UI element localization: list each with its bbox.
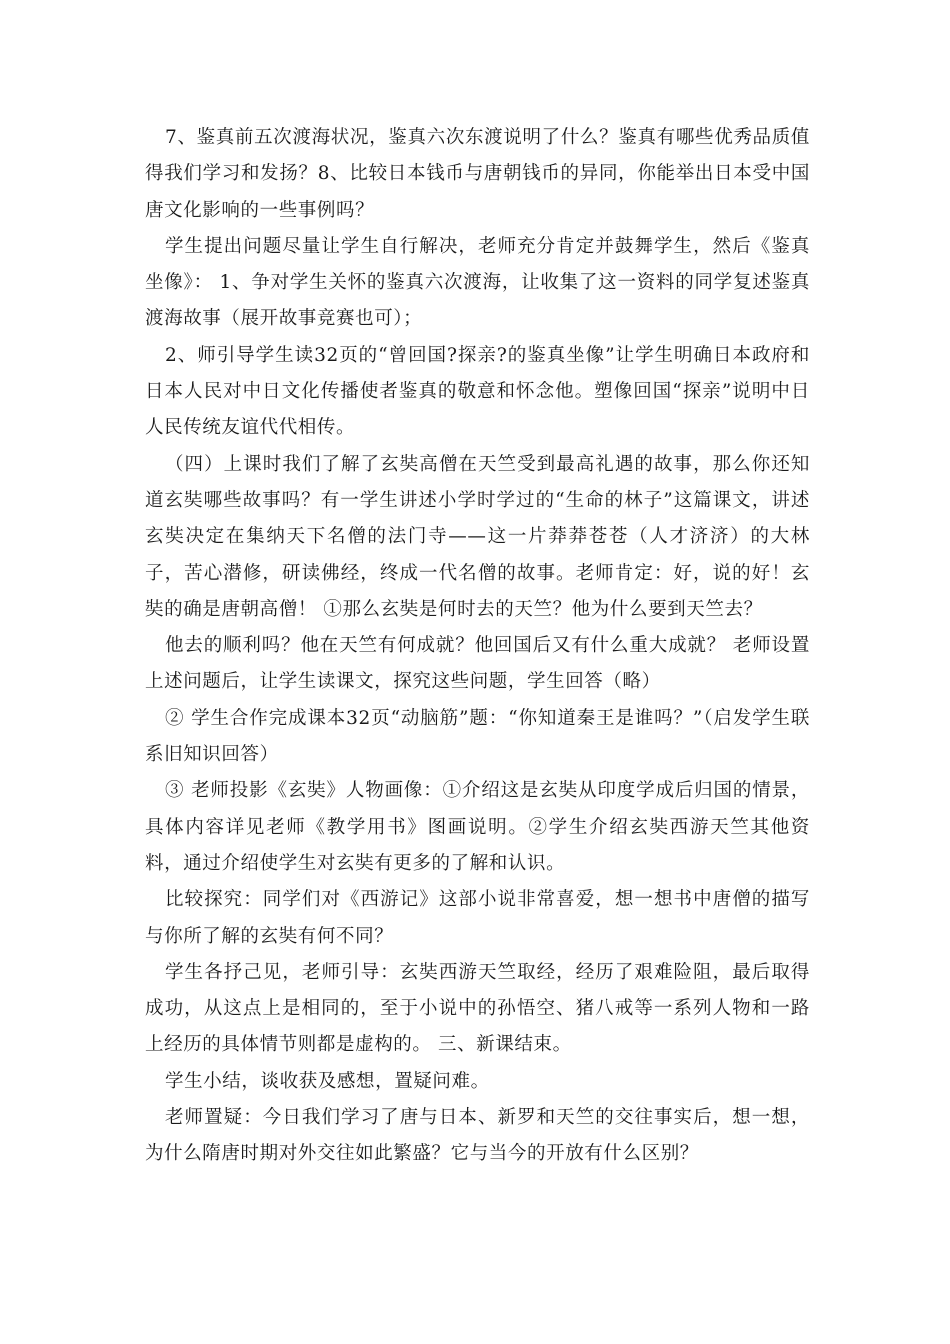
- paragraph-7: ③ 老师投影《玄奘》人物画像：①介绍这是玄奘从印度学成后归国的情景，具体内容详见老师《教学用书》图画说明。②学生介绍玄奘西游天竺其他资料，通过介绍使学生对玄奘有更多的了解和认识。: [145, 780, 810, 874]
- paragraph-9: 学生各抒己见，老师引导：玄奘西游天竺取经，经历了艰难险阻，最后取得成功，从这点上是相同的，至于小说中的孙悟空、猪八戒等一系列人物和一路上经历的具体情节则都是虚构的。 三、新课结束。: [145, 961, 810, 1056]
- paragraph-11: 老师置疑：今日我们学习了唐与日本、新罗和天竺的交往事实后，想一想，为什么隋唐时期对外交往如此繁盛？它与当今的开放有什么区别？: [145, 1107, 810, 1165]
- paragraph-6: ② 学生合作完成课本32页“动脑筋”题：“你知道秦王是谁吗？”（启发学生联系旧知识回答）: [145, 707, 810, 766]
- paragraph-10: 学生小结，谈收获及感想，置疑问难。: [165, 1070, 490, 1092]
- paragraph-5: 他去的顺利吗？他在天竺有何成就？他回国后又有什么重大成就？ 老师设置上述问题后，让学生读课文，探究这些问题，学生回答（略）: [145, 635, 810, 693]
- document-page: [145, 120, 810, 1173]
- paragraph-4: （四）上课时我们了解了玄奘高僧在天竺受到最高礼遇的故事，那么你还知道玄奘哪些故事吗？有一学生讲述小学时学过的“生命的林子”这篇课文，讲述玄奘决定在集纳天下名僧的法门寺——这一片莽莽苍苍（人才济济）的大林子，苦心潜修，研读佛经，终成一代名僧的故事。老师肯定：好，说的好！玄奘的确是唐朝高僧！ ①那么玄奘是何时去的天竺？他为什么要到天竺去？: [145, 453, 810, 620]
- paragraph-1: 7、鉴真前五次渡海状况，鉴真六次东渡说明了什么？鉴真有哪些优秀品质值得我们学习和发扬？8、比较日本钱币与唐朝钱币的异同，你能举出日本受中国唐文化影响的一些事例吗？: [145, 127, 810, 221]
- paragraph-2: 学生提出问题尽量让学生自行解决，老师充分肯定并鼓舞学生，然后《鉴真坐像》： 1、争对学生关怀的鉴真六次渡海，让收集了这一资料的同学复述鉴真渡海故事（展开故事竞赛也可）；: [145, 235, 810, 330]
- paragraph-3: 2、师引导学生读32页的“曾回国?探亲?的鉴真坐像”让学生明确日本政府和日本人民对中日文化传播使者鉴真的敬意和怀念他。塑像回国“探亲”说明中日人民传统友谊代代相传。: [145, 344, 810, 439]
- paragraph-8: 比较探究：同学们对《西游记》这部小说非常喜爱，想一想书中唐僧的描写与你所了解的玄奘有何不同？: [145, 889, 810, 947]
